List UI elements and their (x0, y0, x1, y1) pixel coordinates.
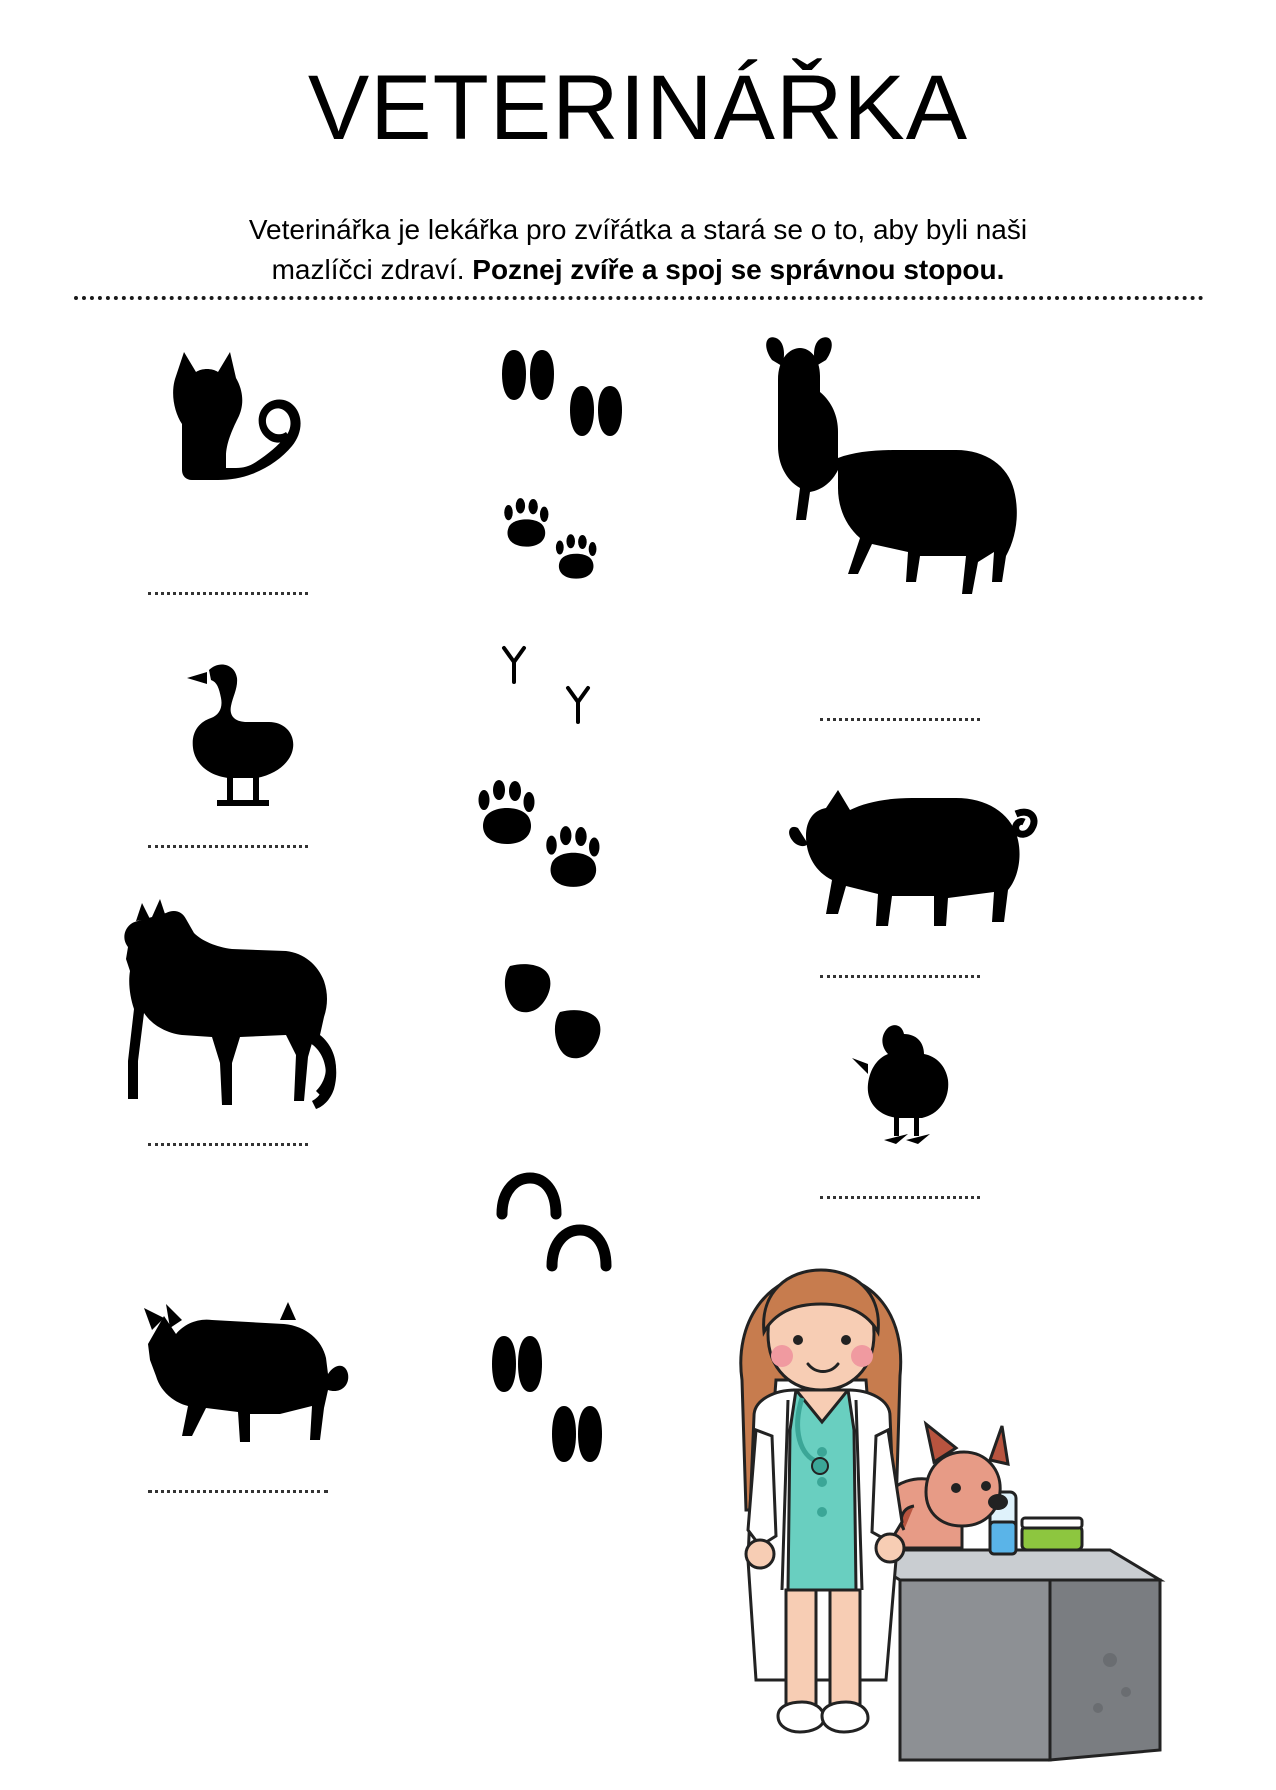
intro-line-2-bold: Poznej zvíře a spoj se správnou stopou. (472, 253, 1005, 285)
header-divider (74, 290, 1204, 300)
bird-tracks (490, 640, 620, 730)
horse-silhouette (90, 885, 360, 1135)
veterinarian-figure (741, 1270, 904, 1732)
cat-paw-tracks (490, 495, 620, 595)
dog-paw-tracks (470, 780, 620, 900)
intro-text (88, 210, 1188, 290)
dog-silhouette (130, 1290, 350, 1460)
intro-line-2-plain: mazlíčci zdraví. (271, 253, 473, 285)
exam-table (850, 1550, 1160, 1760)
deer-silhouette (720, 330, 1040, 610)
answer-line-goose (148, 845, 308, 848)
veterinarian-with-dog-illustration (690, 1230, 1250, 1790)
pig-tracks (500, 960, 630, 1070)
horseshoe-tracks (490, 1170, 620, 1280)
answer-line-horse (148, 1143, 308, 1146)
answer-line-deer (820, 718, 980, 721)
page-title: VETERINÁŘKA (307, 57, 969, 159)
cat-silhouette (140, 340, 340, 500)
deer-tracks (500, 340, 630, 460)
goose-web-tracks (490, 1330, 620, 1470)
answer-line-hen (820, 1196, 980, 1199)
answer-line-dog (148, 1490, 328, 1493)
answer-line-cat (148, 592, 308, 595)
intro-line-1: Veterinářka je lekářka pro zvířátka a stará se o to, aby byli naši (248, 214, 1028, 245)
hen-silhouette (840, 1020, 970, 1150)
goose-silhouette (165, 650, 315, 810)
answer-line-pig (820, 975, 980, 978)
pig-silhouette (780, 770, 1040, 970)
